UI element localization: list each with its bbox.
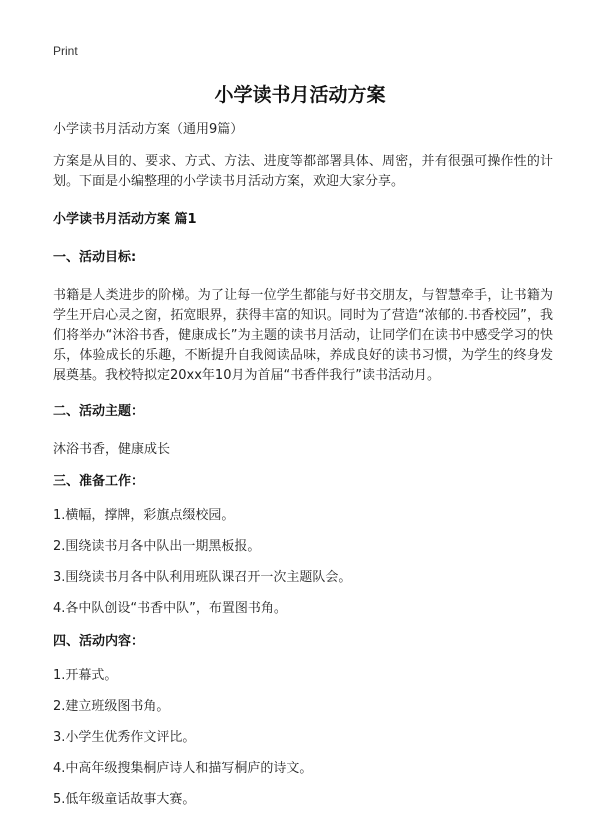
section-heading: 小学读书月活动方案 篇1 <box>53 212 197 227</box>
prep-item-4: 4.各中队创设“书香中队”，布置图书角。 <box>53 601 287 616</box>
content-item-1: 1.开幕式。 <box>53 668 118 683</box>
intro-paragraph: 方案是从目的、要求、方式、方法、进度等都部署具体、周密，并有很强可操作性的计划。下面是小编整理的小学读书月活动方案，欢迎大家分享。 <box>53 154 553 189</box>
prep-item-3: 3.围绕读书月各中队利用班队课召开一次主题队会。 <box>53 570 352 585</box>
page-title: 小学读书月活动方案 <box>214 84 386 106</box>
article-subtitle: 小学读书月活动方案（通用9篇） <box>53 122 244 137</box>
content-item-5: 5.低年级童话故事大赛。 <box>53 792 196 807</box>
prep-item-2: 2.围绕读书月各中队出一期黑板报。 <box>53 539 261 554</box>
goal-heading: 一、活动目标: <box>53 250 137 265</box>
theme-text: 沐浴书香，健康成长 <box>53 442 171 457</box>
article-body <box>53 120 553 821</box>
print-link[interactable]: Print <box>53 44 78 58</box>
content-item-4: 4.中高年级搜集桐庐诗人和描写桐庐的诗文。 <box>53 761 313 776</box>
goal-paragraph: 书籍是人类进步的阶梯。为了让每一位学生都能与好书交朋友，与智慧牵手，让书籍为学生开启心灵之窗，拓宽眼界，获得丰富的知识。同时为了营造“浓郁的.书香校园”，我们将举办“沐浴书香，健康成长”为主题的读书月活动，让同学们在读书中感受学习的快乐，体验成长的乐趣，不断提升自我阅读品味，养成良好的读书习惯，为学生的终身发展奠基。我校特拟定20xx年10月为首届“书香伴我行”读书活动月。 <box>53 288 553 383</box>
prep-heading: 三、准备工作： <box>53 474 145 489</box>
content-item-2: 2.建立班级图书角。 <box>53 699 170 714</box>
theme-heading: 二、活动主题： <box>53 404 145 419</box>
prep-item-1: 1.横幅，撑牌，彩旗点缀校园。 <box>53 508 235 523</box>
content-item-3: 3.小学生优秀作文评比。 <box>53 730 196 745</box>
content-heading: 四、活动内容： <box>53 634 145 649</box>
